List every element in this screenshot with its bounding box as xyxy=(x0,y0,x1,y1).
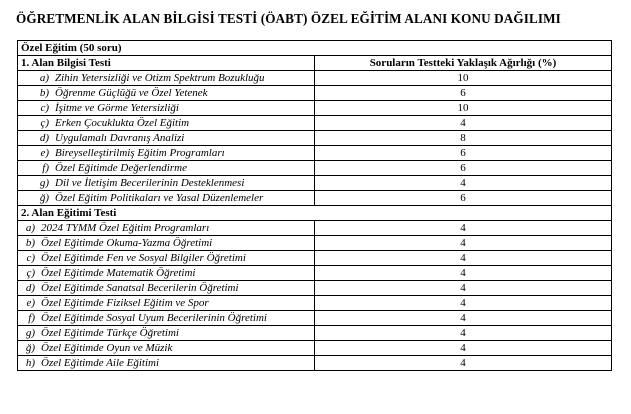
topic-cell xyxy=(18,116,315,131)
section2-header-row xyxy=(18,206,612,221)
table-row xyxy=(18,161,612,176)
table-row xyxy=(18,356,612,371)
topic-cell xyxy=(18,326,315,341)
table-row xyxy=(18,251,612,266)
topic-label: Özel Eğitimde Türkçe Öğretimi xyxy=(41,327,179,339)
table-row xyxy=(18,146,612,161)
topic-cell xyxy=(18,281,315,296)
table-row xyxy=(18,116,612,131)
topic-label: Özel Eğitimde Fen ve Sosyal Bilgiler Öğretimi xyxy=(41,252,246,264)
topic-cell xyxy=(18,266,315,281)
table-row xyxy=(18,71,612,86)
topic-label: Özel Eğitimde Sanatsal Becerilerin Öğretimi xyxy=(41,282,239,294)
weight-value: 4 xyxy=(315,356,612,371)
topic-label: Özel Eğitimde Değerlendirme xyxy=(55,162,187,174)
item-letter: a) xyxy=(25,222,35,234)
item-letter: b) xyxy=(25,237,35,249)
topic-cell xyxy=(18,161,315,176)
weight-value: 4 xyxy=(315,311,612,326)
weight-column-header: Soruların Testteki Yaklaşık Ağırlığı (%) xyxy=(315,56,612,71)
topic-label: Özel Eğitimde Okuma-Yazma Öğretimi xyxy=(41,237,213,249)
exam-header: Özel Eğitim (50 soru) xyxy=(18,41,612,56)
table-row xyxy=(18,311,612,326)
topic-label: Erken Çocuklukta Özel Eğitim xyxy=(55,117,190,129)
topic-cell xyxy=(18,341,315,356)
weight-value: 4 xyxy=(315,341,612,356)
topic-label: Özel Eğitimde Matematik Öğretimi xyxy=(41,267,196,279)
topic-label: Dil ve İletişim Becerilerinin Desteklenmesi xyxy=(55,177,245,189)
section1-header-row xyxy=(18,56,612,71)
topic-cell xyxy=(18,176,315,191)
topic-label: Özel Eğitimde Sosyal Uyum Becerilerinin Öğretimi xyxy=(41,312,267,324)
topic-label: Özel Eğitim Politikaları ve Yasal Düzenlemeler xyxy=(55,192,264,204)
weight-value: 4 xyxy=(315,176,612,191)
item-letter: b) xyxy=(39,87,49,99)
topic-cell xyxy=(18,86,315,101)
weight-value: 4 xyxy=(315,266,612,281)
section1-items xyxy=(18,71,612,206)
topic-label: 2024 TYMM Özel Eğitim Programları xyxy=(41,222,210,234)
weight-value: 4 xyxy=(315,251,612,266)
topic-cell xyxy=(18,131,315,146)
weight-value: 10 xyxy=(315,71,612,86)
topic-cell xyxy=(18,356,315,371)
item-letter: e) xyxy=(40,147,49,159)
weight-value: 6 xyxy=(315,86,612,101)
table-row xyxy=(18,191,612,206)
table-row xyxy=(18,101,612,116)
weight-value: 10 xyxy=(315,101,612,116)
page-title: ÖĞRETMENLİK ALAN BİLGİSİ TESTİ (ÖABT) ÖZEL EĞİTİM ALANI KONU DAĞILIMI xyxy=(16,11,561,26)
item-letter: d) xyxy=(25,282,35,294)
table-row xyxy=(18,131,612,146)
table-row xyxy=(18,266,612,281)
weight-value: 6 xyxy=(315,191,612,206)
item-letter: f) xyxy=(42,162,49,174)
topic-label: Zihin Yetersizliği ve Otizm Spektrum Bozukluğu xyxy=(55,72,265,84)
weight-value: 4 xyxy=(315,221,612,236)
topic-cell xyxy=(18,191,315,206)
item-letter: ç) xyxy=(40,117,49,129)
topic-label: Uygulamalı Davranış Analizi xyxy=(55,132,185,144)
topic-label: Öğrenme Güçlüğü ve Özel Yetenek xyxy=(55,87,208,99)
topic-cell xyxy=(18,146,315,161)
item-letter: a) xyxy=(39,72,49,84)
table-row xyxy=(18,236,612,251)
table-row xyxy=(18,86,612,101)
table-row xyxy=(18,281,612,296)
topic-cell xyxy=(18,101,315,116)
weight-value: 4 xyxy=(315,281,612,296)
table-row xyxy=(18,221,612,236)
table-row xyxy=(18,296,612,311)
topic-cell xyxy=(18,311,315,326)
section2-items xyxy=(18,221,612,371)
weight-value: 4 xyxy=(315,236,612,251)
weight-value: 8 xyxy=(315,131,612,146)
item-letter: ç) xyxy=(26,267,35,279)
topic-label: İşitme ve Görme Yetersizliği xyxy=(55,102,179,114)
table-header-row xyxy=(18,41,612,56)
topic-label: Özel Eğitimde Fiziksel Eğitim ve Spor xyxy=(41,297,209,309)
section2-title: 2. Alan Eğitimi Testi xyxy=(18,206,612,221)
weight-value: 4 xyxy=(315,116,612,131)
item-letter: g) xyxy=(39,177,49,189)
item-letter: g) xyxy=(25,327,35,339)
table-row xyxy=(18,341,612,356)
topic-label: Özel Eğitimde Aile Eğitimi xyxy=(41,357,160,369)
item-letter: ğ) xyxy=(39,192,49,204)
topic-cell xyxy=(18,296,315,311)
item-letter: h) xyxy=(25,357,35,369)
topic-cell xyxy=(18,71,315,86)
topic-label: Özel Eğitimde Oyun ve Müzik xyxy=(41,342,173,354)
item-letter: d) xyxy=(39,132,49,144)
item-letter: c) xyxy=(26,252,35,264)
weight-value: 4 xyxy=(315,296,612,311)
item-letter: f) xyxy=(28,312,35,324)
topic-label: Bireyselleştirilmiş Eğitim Programları xyxy=(55,147,225,159)
item-letter: c) xyxy=(40,102,49,114)
weight-value: 6 xyxy=(315,161,612,176)
topic-cell xyxy=(18,221,315,236)
table-row xyxy=(18,176,612,191)
weight-value: 4 xyxy=(315,326,612,341)
topic-cell xyxy=(18,251,315,266)
topic-distribution-table xyxy=(17,40,612,371)
item-letter: e) xyxy=(26,297,35,309)
weight-value: 6 xyxy=(315,146,612,161)
topic-cell xyxy=(18,236,315,251)
section1-title: 1. Alan Bilgisi Testi xyxy=(18,56,315,71)
table-row xyxy=(18,326,612,341)
item-letter: ğ) xyxy=(25,342,35,354)
